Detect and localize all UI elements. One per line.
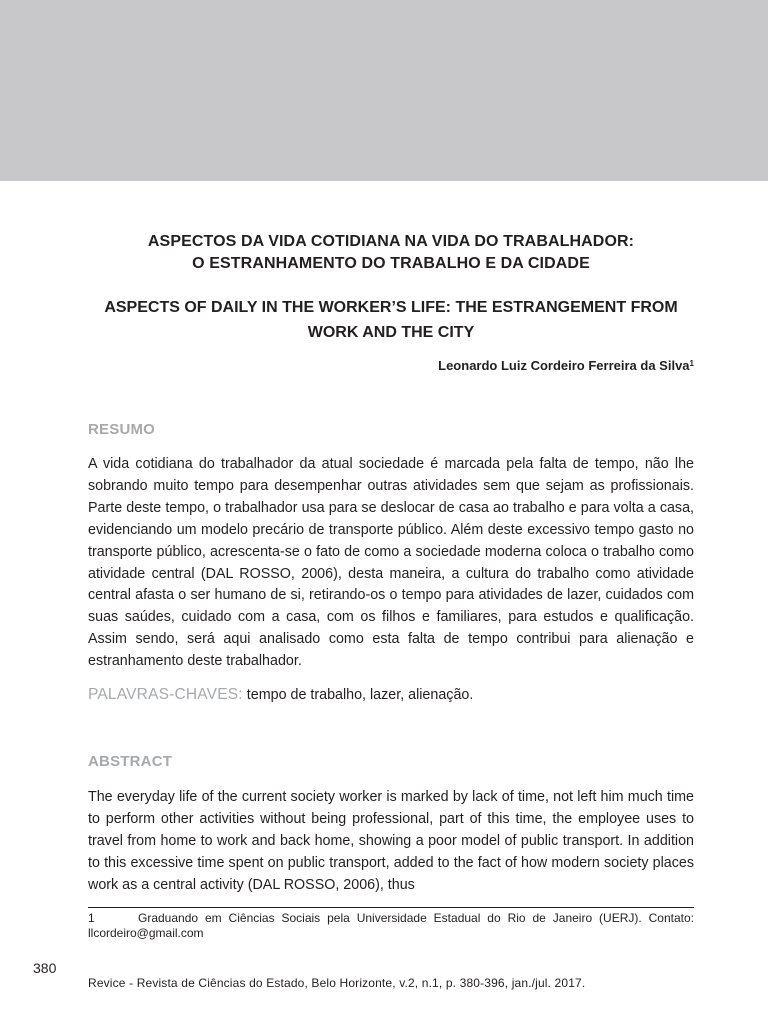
- title-en-line1: ASPECTS OF DAILY IN THE WORKER’S LIFE: THE ESTRANGEMENT FROM: [104, 299, 678, 316]
- author-name: Leonardo Luiz Cordeiro Ferreira da Silva: [438, 358, 690, 373]
- author-footnote-marker: 1: [689, 359, 694, 368]
- footnote-text: Graduando em Ciências Sociais pela Universidade Estadual do Rio de Janeiro (UERJ). Contato: llcordeiro@gmail.com: [88, 911, 694, 940]
- keywords-text: tempo de trabalho, lazer, alienação.: [246, 687, 474, 703]
- title-pt-line2: O ESTRANHAMENTO DO TRABALHO E DA CIDADE: [192, 255, 590, 272]
- abstract-heading: ABSTRACT: [88, 753, 173, 770]
- title-english: [88, 295, 694, 345]
- journal-reference: Revice - Revista de Ciências do Estado, Belo Horizonte, v.2, n.1, p. 380-396, jan./jul. 2017.: [88, 976, 586, 990]
- keywords-line: [88, 684, 694, 706]
- keywords-label: PALAVRAS-CHAVES:: [88, 686, 243, 703]
- header-band: [0, 0, 768, 181]
- title-pt-line1: ASPECTOS DA VIDA COTIDIANA NA VIDA DO TRABALHADOR:: [147, 233, 635, 250]
- title-en-line2: WORK AND THE CITY: [307, 324, 475, 341]
- abstract-paragraph: The everyday life of the current society worker is marked by lack of time, not left him much time to perform other activities without being professional, part of this time, the employee uses to travel from home to work and back home, showing a poor model of public transport. In addition to this excessive time spent on public transport, added to the fact of how modern society places work as a central activity (DAL ROSSO, 2006), thus: [88, 789, 694, 893]
- footnote-number: 1: [88, 911, 95, 925]
- footnote: [88, 911, 694, 941]
- footnote-divider: [88, 907, 694, 908]
- title-portuguese: [88, 231, 694, 275]
- page-number: 380: [33, 960, 57, 976]
- resumo-paragraph: A vida cotidiana do trabalhador da atual sociedade é marcada pela falta de tempo, não lhe sobrando muito tempo para desempenhar outras atividades sem que sejam as profissionais. Parte deste tempo, o trabalhador usa para se deslocar de casa ao trabalho e para volta a casa, evidenciando um modelo precário de transporte público. Além deste excessivo tempo gasto no transporte público, acrescenta-se o fato de como a sociedade moderna coloca o trabalho como atividade central (DAL ROSSO, 2006), desta maneira, a cultura do trabalho como atividade central afasta o ser humano de si, retirando-os o tempo para atividades de lazer, cuidados com suas saúdes, cuidado com a casa, com os filhos e familiares, para estudos e qualificação. Assim sendo, será aqui analisado como esta falta de tempo contribui para alienação e estranhamento deste trabalhador.: [88, 456, 694, 670]
- resumo-heading: RESUMO: [88, 421, 156, 438]
- author-line: [88, 357, 694, 375]
